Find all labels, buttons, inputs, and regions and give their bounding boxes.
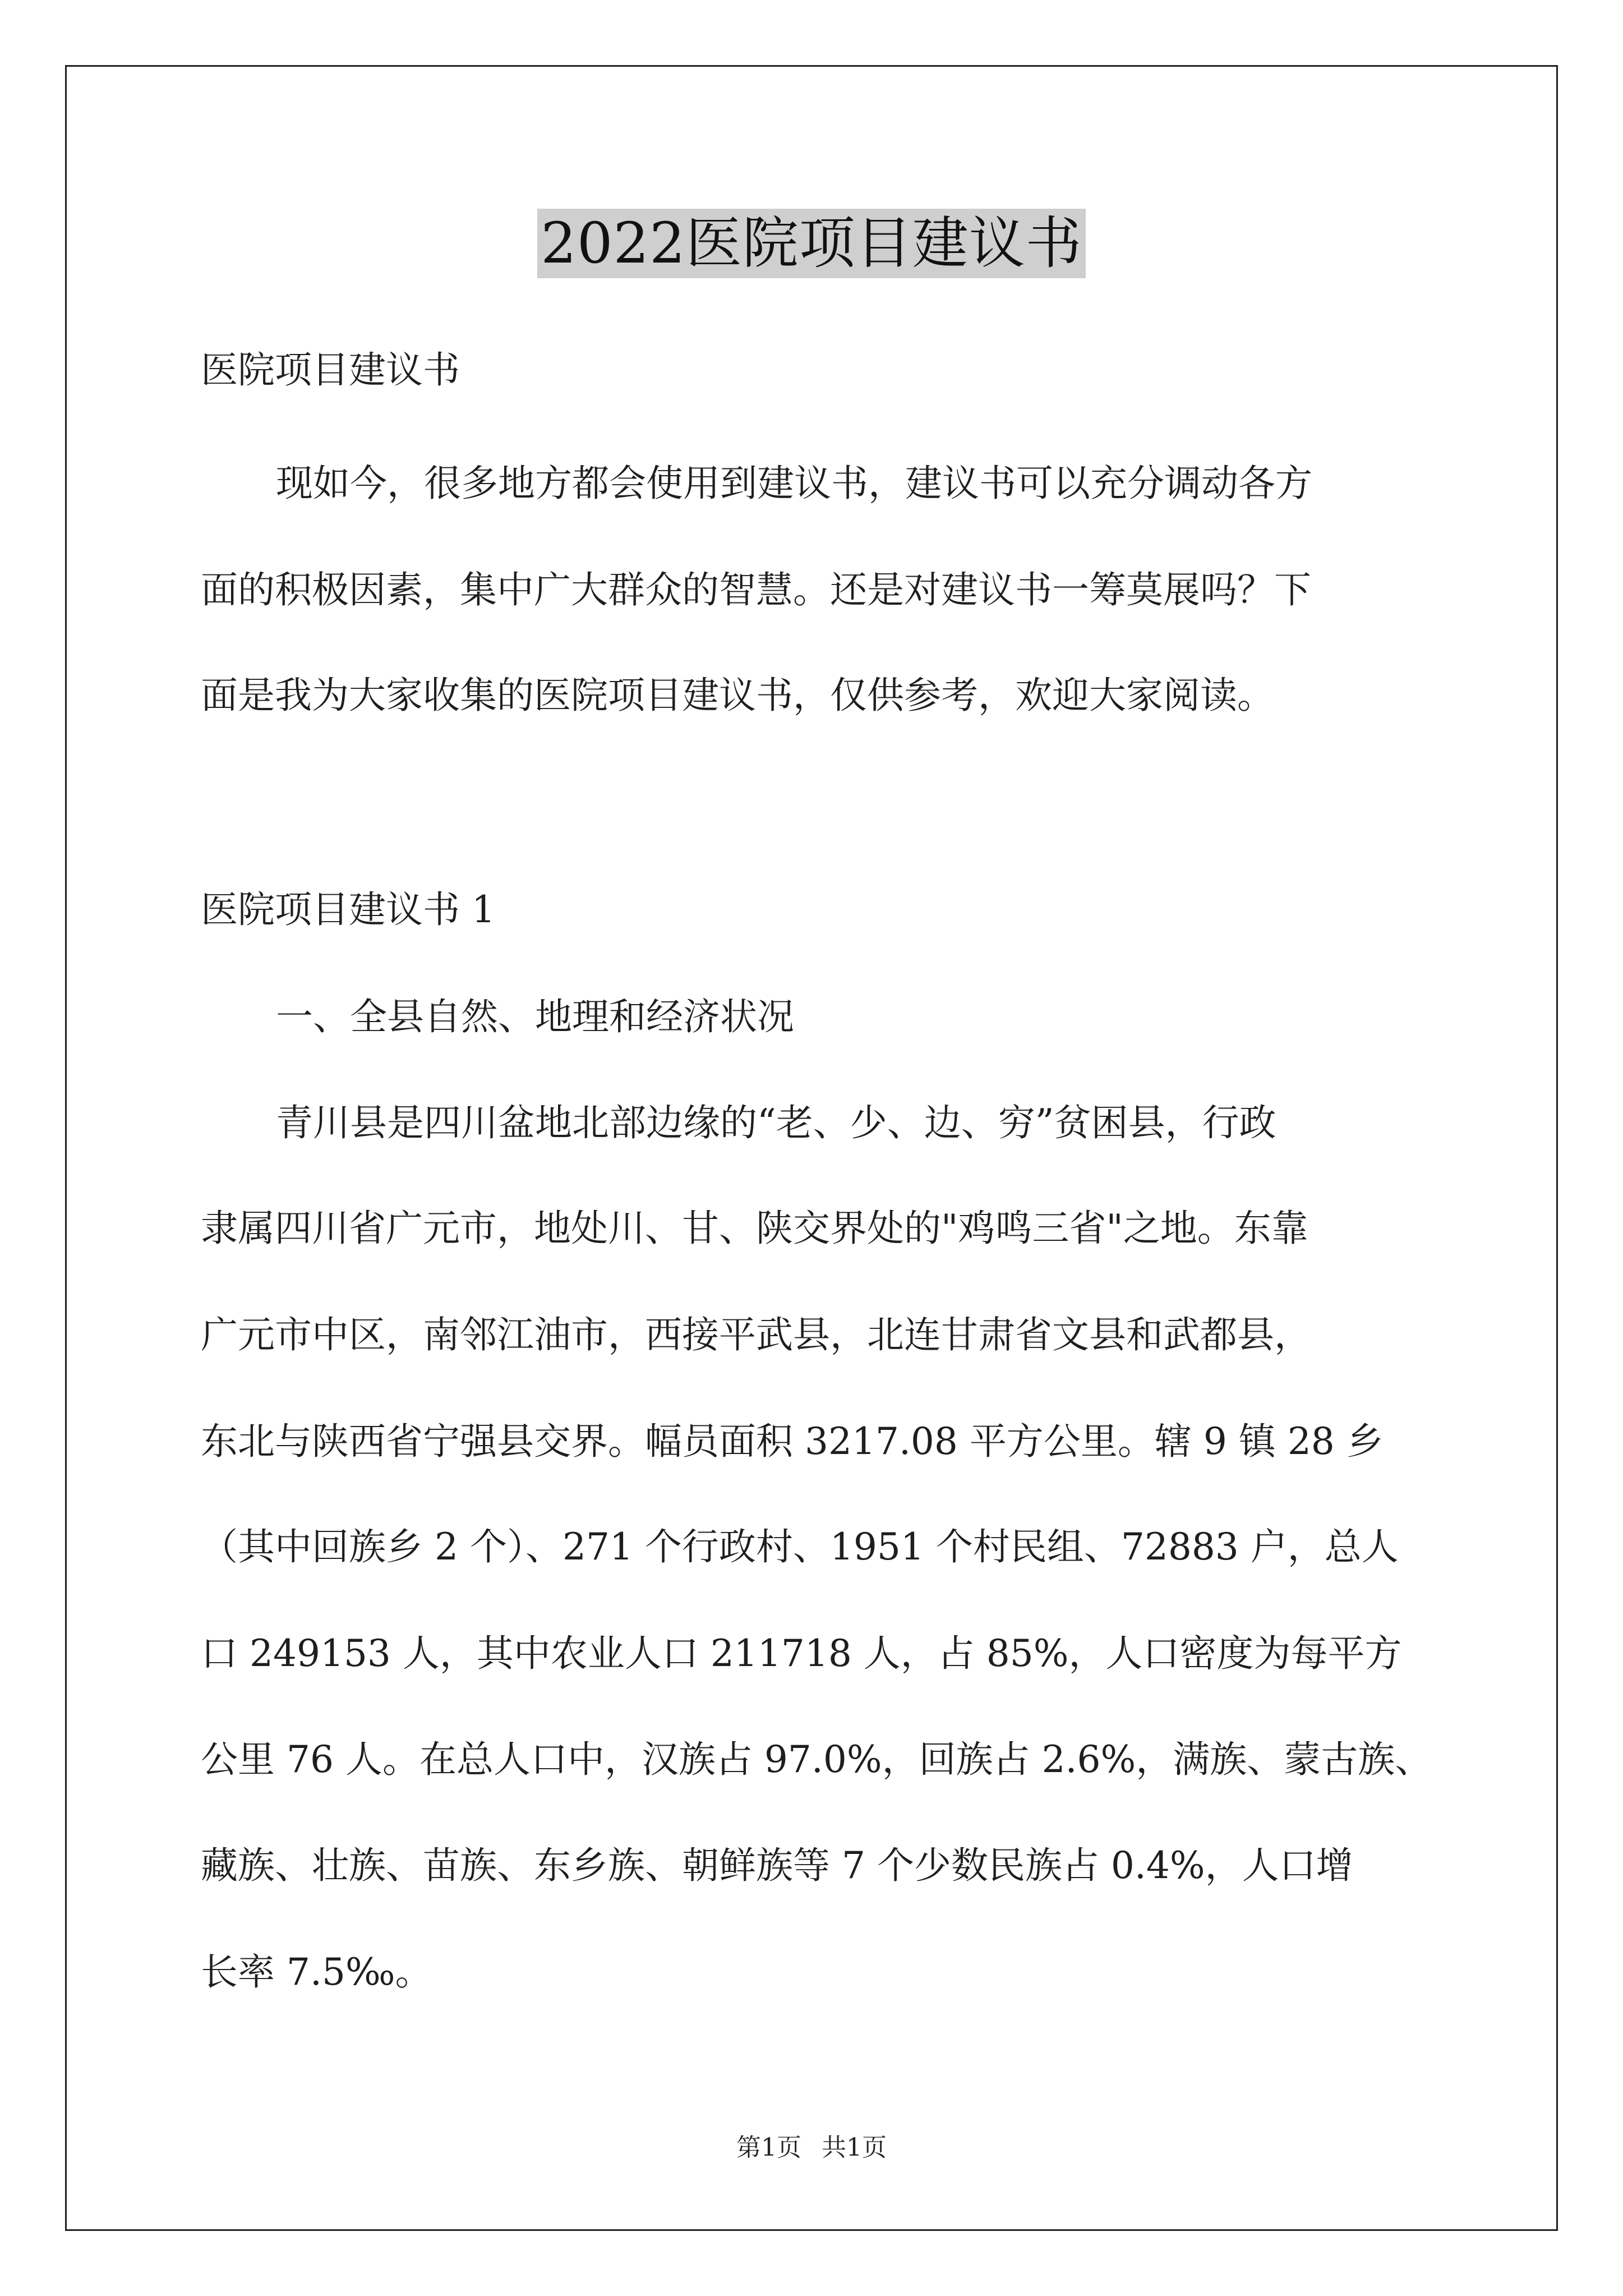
body-line: 公里 76 人。在总人口中，汉族占 97.0%，回族占 2.6%，满族、蒙古族、 — [201, 1738, 1432, 1781]
intro-line: 面是我为大家收集的医院项目建议书，仅供参考，欢迎大家阅读。 — [201, 674, 1274, 717]
body-line: 长率 7.5‰。 — [201, 1950, 432, 1994]
section-heading: 一、全县自然、地理和经济状况 — [276, 995, 794, 1038]
body-line: （其中回族乡 2 个）、271 个行政村、1951 个村民组、72883 户，总人 — [201, 1525, 1399, 1568]
body-line: 广元市中区，南邻江油市，西接平武县，北连甘肃省文县和武都县， — [201, 1313, 1311, 1356]
body-line: 东北与陕西省宁强县交界。幅员面积 3217.08 平方公里。辖 9 镇 28 乡 — [201, 1420, 1384, 1463]
intro-line: 面的积极因素，集中广大群众的智慧。还是对建议书一筹莫展吗？下 — [201, 568, 1311, 611]
body-line: 口 249153 人，其中农业人口 211718 人，占 85%，人口密度为每平方 — [201, 1632, 1402, 1675]
page-total: 共1页 — [822, 2133, 887, 2162]
document-title: 2022医院项目建议书 — [537, 209, 1086, 278]
section-title: 医院项目建议书 1 — [201, 888, 495, 931]
body-line: 青川县是四川盆地北部边缘的“老、少、边、穷”贫困县，行政 — [276, 1101, 1276, 1144]
page-number: 第1页 — [736, 2133, 801, 2162]
intro-line: 现如今，很多地方都会使用到建议书，建议书可以充分调动各方 — [276, 462, 1312, 505]
page-footer — [0, 2133, 1623, 2163]
body-line: 隶属四川省广元市，地处川、甘、陕交界处的"鸡鸣三省"之地。东靠 — [201, 1207, 1308, 1250]
body-line: 藏族、壮族、苗族、东乡族、朝鲜族等 7 个少数民族占 0.4%，人口增 — [201, 1844, 1353, 1887]
title-container — [0, 209, 1623, 278]
document-subtitle: 医院项目建议书 — [201, 348, 460, 392]
